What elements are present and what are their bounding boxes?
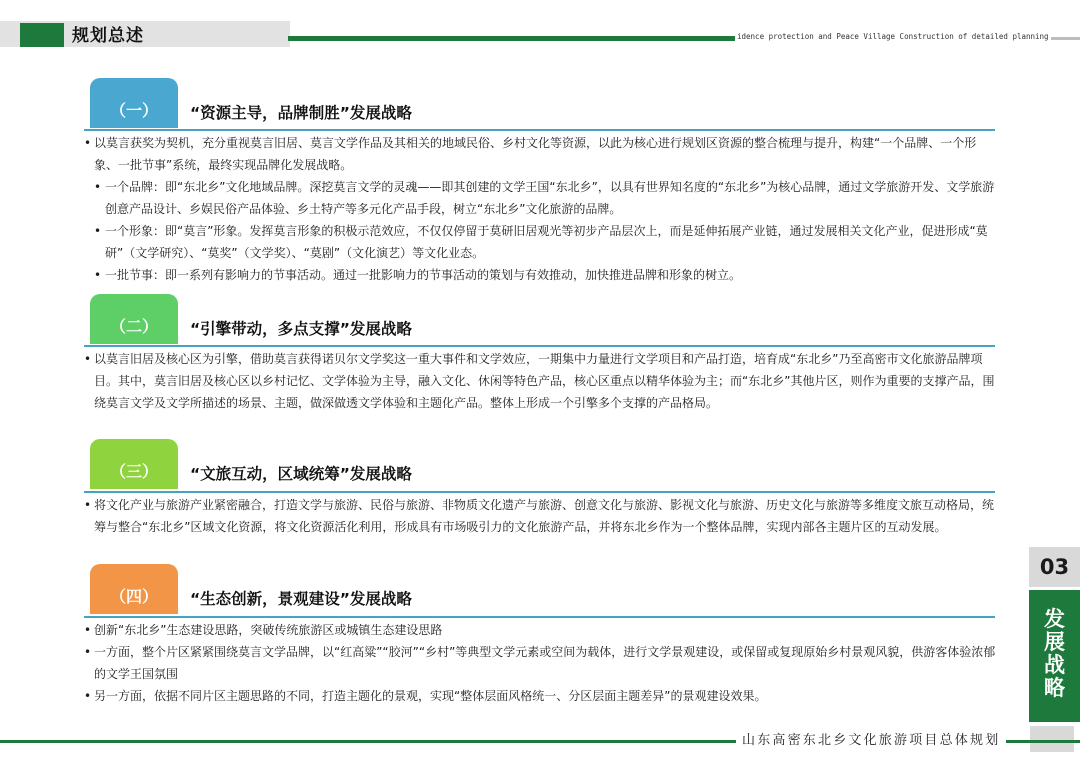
section-1-tab: （一）	[90, 78, 178, 128]
chapter-label	[1029, 608, 1080, 700]
section-1-body	[84, 132, 996, 286]
header-english-subtitle: idence protection and Peace Village Construction of detailed planning	[737, 32, 1049, 41]
section-4-bullet-1: • 创新“东北乡”生态建设思路，突破传统旅游区或城镇生态建设思路	[84, 619, 996, 641]
section-4-rule	[84, 616, 995, 618]
section-4-tab: （四）	[90, 564, 178, 614]
chapter-label-char: 略	[1044, 676, 1065, 700]
section-2-body	[84, 348, 996, 414]
section-2-intro: • 以莫言旧居及核心区为引擎，借助莫言获得诺贝尔文学奖这一重大事件和文学效应，一期集中力量进行文学项目和产品打造，培育成“东北乡”乃至高密市文化旅游品牌项目。其中，莫言旧居及核心区以乡村记忆、文学体验为主导，融入文化、休闲等特色产品，核心区重点以精华体验为主；而“东北乡”其他片区，则作为重要的支撑产品，围绕莫言文学及文学所描述的场景、主题，做深做透文学体验和主题化产品。整体上形成一个引擎多个支撑的产品格局。	[84, 348, 996, 414]
section-2-tab: （二）	[90, 294, 178, 344]
section-2-rule	[84, 345, 995, 347]
section-1-title: “资源主导，品牌制胜”发展战略	[190, 104, 412, 122]
section-3-title: “文旅互动，区域统筹”发展战略	[190, 465, 412, 483]
section-4-body	[84, 619, 996, 707]
header-accent-block	[20, 23, 64, 47]
section-1-rule	[84, 129, 995, 131]
chapter-label-char: 展	[1044, 630, 1065, 654]
section-1-point-image: • 一个形象：即“莫言”形象。发挥莫言形象的积极示范效应，不仅仅停留于莫研旧居观光等初步产品层次上，而是延伸拓展产业链，通过发展相关文化产业，促进形成“莫研”（文学研究）、“莫奖”（文学奖）、“莫剧”（文化演艺）等文化业态。	[84, 220, 996, 264]
chapter-number: 03	[1029, 547, 1080, 587]
section-4-bullet-2: • 一方面，整个片区紧紧围绕莫言文学品牌，以“红高粱”“胶河”“乡村”等典型文学元素或空间为载体，进行文学景观建设，或保留或复现原始乡村景观风貌，供游客体验浓郁的文学王国氛围	[84, 641, 996, 685]
section-3-rule	[84, 491, 995, 493]
footer-project-name: 山东高密东北乡文化旅游项目总体规划	[736, 732, 1006, 750]
section-1-point-events: • 一批节事：即一系列有影响力的节事活动。通过一批影响力的节事活动的策划与有效推动，加快推进品牌和形象的树立。	[84, 264, 996, 286]
section-2-title: “引擎带动，多点支撑”发展战略	[190, 320, 412, 338]
chapter-label-char: 发	[1044, 607, 1065, 631]
chapter-label-char: 战	[1044, 653, 1065, 677]
section-4-title: “生态创新，景观建设”发展战略	[190, 590, 412, 608]
header-divider-end	[1046, 37, 1080, 40]
section-1-intro: • 以莫言获奖为契机，充分重视莫言旧居、莫言文学作品及其相关的地域民俗、乡村文化等资源，以此为核心进行规划区资源的整合梳理与提升，构建“一个品牌、一个形象、一批节事”系统，最终实现品牌化发展战略。	[84, 132, 996, 176]
section-3-body	[84, 494, 996, 538]
section-3-tab: （三）	[90, 439, 178, 489]
footer-corner-block	[1030, 726, 1074, 752]
section-1-point-brand: • 一个品牌：即“东北乡”文化地域品牌。深挖莫言文学的灵魂——即其创建的文学王国“东北乡”，以具有世界知名度的“东北乡”为核心品牌，通过文学旅游开发、文学旅游创意产品设计、乡娱民俗产品体验、乡土特产等多元化产品手段，树立“东北乡”文化旅游的品牌。	[84, 176, 996, 220]
section-4-bullet-3: • 另一方面，依据不同片区主题思路的不同，打造主题化的景观，实现“整体层面风格统一、分区层面主题差异”的景观建设效果。	[84, 685, 996, 707]
page-title: 规划总述	[72, 26, 144, 46]
section-3-intro: • 将文化产业与旅游产业紧密融合，打造文学与旅游、民俗与旅游、非物质文化遗产与旅游、创意文化与旅游、影视文化与旅游、历史文化与旅游等多维度文旅互动格局，统筹与整合“东北乡”区域文化资源，将文化资源活化利用，形成具有市场吸引力的文化旅游产品，并将东北乡作为一个整体品牌，实现内部各主题片区的互动发展。	[84, 494, 996, 538]
